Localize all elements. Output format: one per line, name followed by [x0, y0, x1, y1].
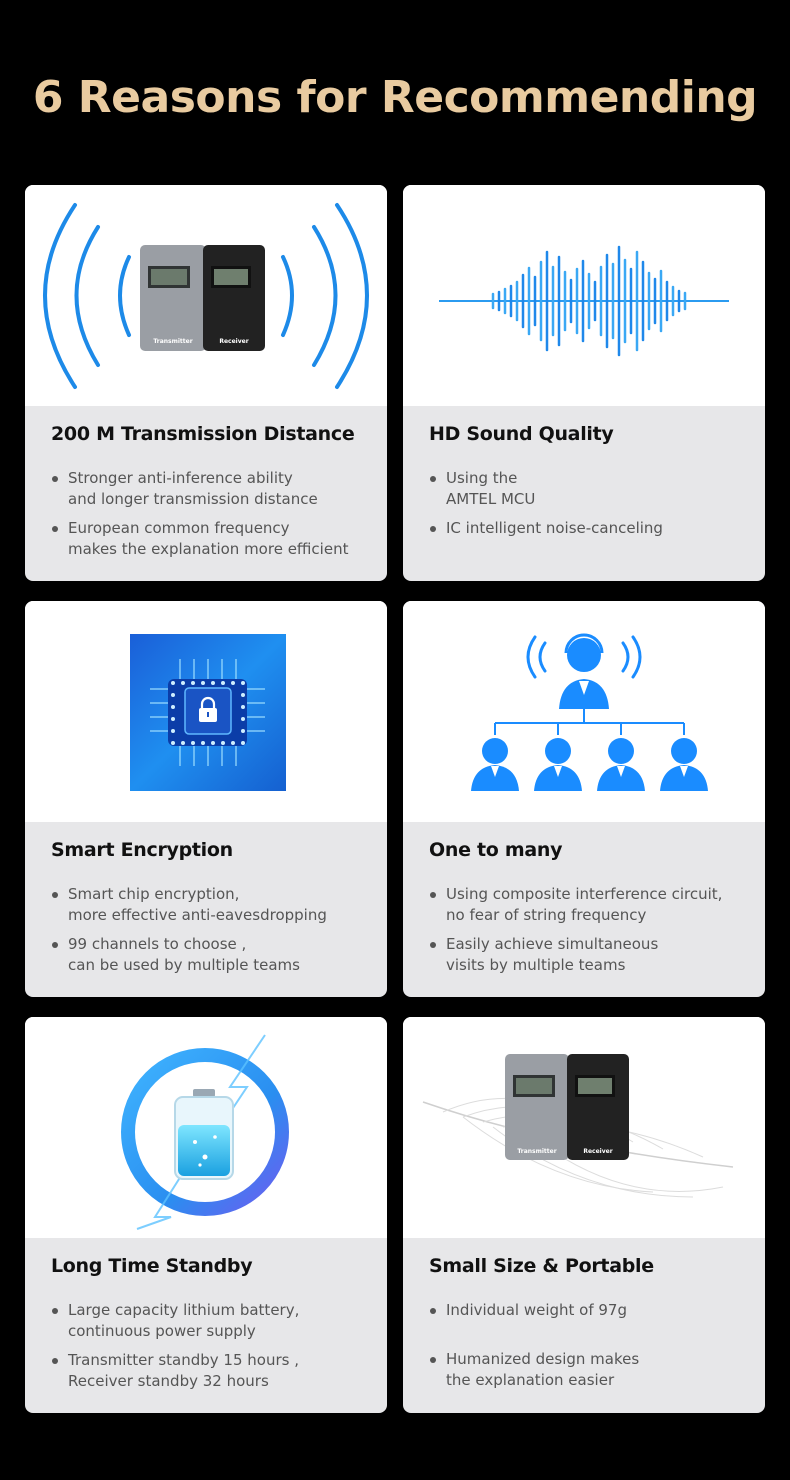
sound-wave-illustration: [403, 185, 765, 406]
feature-card-transmission: [25, 185, 387, 581]
bullet-item: Using the AMTEL MCU: [429, 468, 759, 510]
bullet-list: [429, 884, 759, 984]
bullet-item: IC intelligent noise-canceling: [429, 518, 759, 539]
card-heading: Small Size & Portable: [429, 1255, 654, 1277]
battery-icon: [175, 1089, 233, 1179]
bullet-list: [429, 1300, 759, 1399]
device-label-transmitter: Transmitter: [153, 338, 193, 345]
headset-person-icon: [559, 635, 609, 709]
bullet-item: Easily achieve simultaneous visits by multiple teams: [429, 934, 759, 976]
page-title: 6 Reasons for Recommending: [32, 72, 758, 123]
card-heading: 200 M Transmission Distance: [51, 423, 355, 445]
device-label-receiver: Receiver: [219, 338, 249, 345]
card-heading: HD Sound Quality: [429, 423, 614, 445]
device-label-transmitter: Transmitter: [517, 1148, 557, 1155]
card-heading: One to many: [429, 839, 563, 861]
bullet-item: Using composite interference circuit, no fear of string frequency: [429, 884, 759, 926]
feature-card-standby: [25, 1017, 387, 1413]
bullet-item: Stronger anti-inference ability and longer transmission distance: [51, 468, 381, 510]
group-people-icon: [471, 738, 708, 791]
feature-card-one-to-many: [403, 601, 765, 997]
bullet-list: [51, 468, 381, 568]
devices-on-feather-illustration: [403, 1017, 765, 1238]
one-to-many-illustration: [403, 601, 765, 822]
bullet-item: Individual weight of 97g: [429, 1300, 759, 1321]
bullet-list: [51, 884, 381, 984]
feature-card-sound: [403, 185, 765, 581]
bullet-item: 99 channels to choose , can be used by multiple teams: [51, 934, 381, 976]
bullet-item: Humanized design makes the explanation easier: [429, 1349, 759, 1391]
transmitter-receiver-illustration: [25, 185, 387, 406]
feature-card-encryption: [25, 601, 387, 997]
bullet-item: Large capacity lithium battery, continuous power supply: [51, 1300, 381, 1342]
card-heading: Smart Encryption: [51, 839, 233, 861]
encrypted-chip-illustration: [25, 601, 387, 822]
feature-card-portable: [403, 1017, 765, 1413]
bullet-item: European common frequency makes the explanation more efficient: [51, 518, 381, 560]
device-label-receiver: Receiver: [583, 1148, 613, 1155]
bullet-item: Transmitter standby 15 hours , Receiver standby 32 hours: [51, 1350, 381, 1392]
battery-illustration: [25, 1017, 387, 1238]
bullet-list: [429, 468, 759, 547]
sound-wave-icon: [403, 185, 765, 406]
bullet-list: [51, 1300, 381, 1400]
card-heading: Long Time Standby: [51, 1255, 253, 1277]
bullet-item: Smart chip encryption, more effective anti-eavesdropping: [51, 884, 381, 926]
